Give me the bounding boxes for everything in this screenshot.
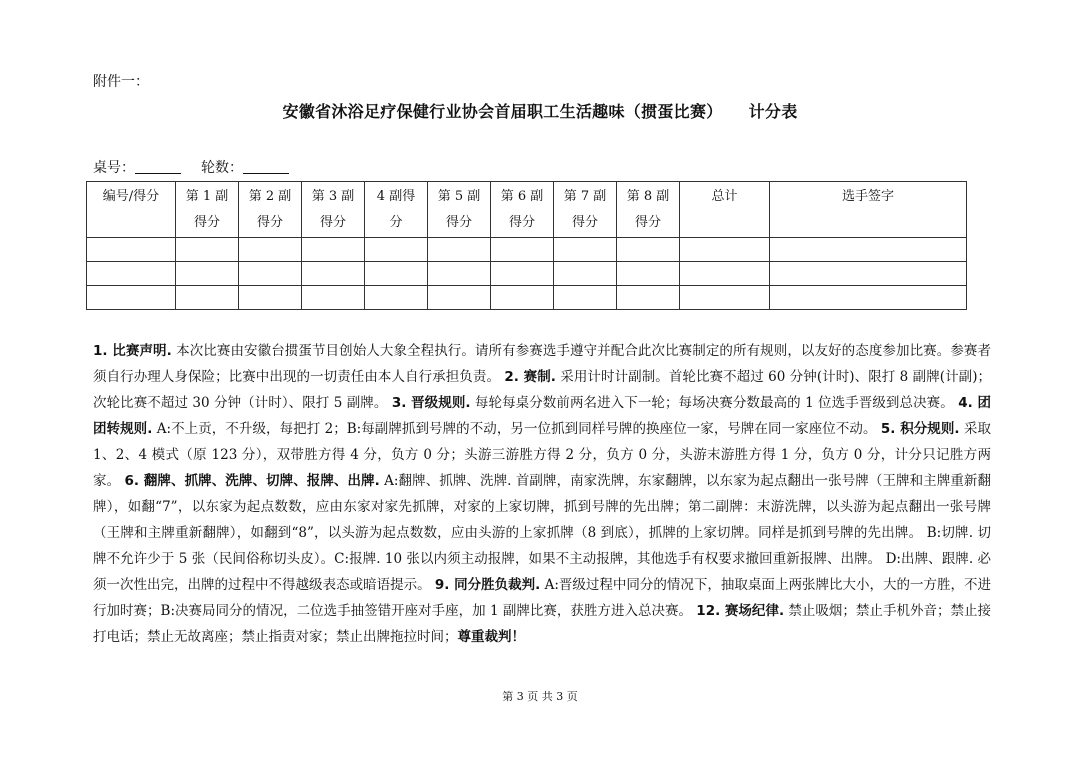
title-main: 安徽省沐浴足疗保健行业协会首届职工生活趣味（掼蛋比赛） <box>282 102 723 121</box>
header-cell: 第 6 副 得分 <box>491 182 554 238</box>
header-cell: 第 2 副 得分 <box>239 182 302 238</box>
table-row <box>87 262 967 286</box>
rule-heading: 9. 同分胜负裁判. <box>434 577 541 593</box>
rule-body: 采取 1、2、4 模式（原 123 分），双带胜方得 4 分，负方 0 分；头游三游胜方得 2 分，负方 0 分，头游末游胜方得 1 分，负方 0 分，计分只记胜方两家。 <box>93 421 991 489</box>
rule-closing: 尊重裁判！ <box>457 629 525 645</box>
header-cell: 4 副得 分 <box>365 182 428 238</box>
header-cell: 第 3 副 得分 <box>302 182 365 238</box>
round-number-blank[interactable] <box>243 159 289 174</box>
table-number-blank[interactable] <box>135 159 181 174</box>
rule-heading: 1. 比赛声明. <box>93 343 172 359</box>
header-cell: 第 8 副 得分 <box>617 182 680 238</box>
header-cell: 总计 <box>680 182 770 238</box>
header-cell: 第 5 副 得分 <box>428 182 491 238</box>
rule-heading: 3. 晋级规则. <box>391 395 471 411</box>
header-cell: 编号/得分 <box>87 182 176 238</box>
rule-heading: 2. 赛制. <box>504 369 556 385</box>
rule-body: 禁止吸烟；禁止手机外音；禁止接打电话；禁止无故离座；禁止指责对家；禁止出牌拖拉时间； <box>93 603 992 645</box>
rule-body: A:晋级过程中同分的情况下，抽取桌面上两张牌比大小，大的一方胜，不进行加时赛；B:决赛局同分的情况，二位选手抽签错开座对手座，加 1 副牌比赛，获胜方进入总决赛。 <box>93 577 991 619</box>
rule-body: 本次比赛由安徽台掼蛋节目创始人大象全程执行。请所有参赛选手遵守并配合此次比赛制定的所有规则，以友好的态度参加比赛。参赛者须自行办理人身保险；比赛中出现的一切责任由本人自行承担负责。 <box>93 343 991 385</box>
rule-heading: 12. 赛场纪律. <box>696 603 785 619</box>
header-cell: 第 1 副 得分 <box>176 182 239 238</box>
rule-body: A:翻牌、抓牌、洗牌. 首副牌，南家洗牌，东家翻牌，以东家为起点翻出一张号牌（王牌和主牌重新翻牌），如翻“7”，以东家为起点数数，应由东家对家先抓牌，对家的上家切牌，抓到号牌的先出牌；第二副牌：末游洗牌，以头游为起点翻出一张号牌（王牌和主牌重新翻牌），如翻到“8”，以头游为起点数数，应由头游的上家抓牌（8 到底），抓牌的上家切牌。同样是抓到号牌的先出牌。 B:切牌. 切牌不允许少于 5 张（民间俗称切头皮）。C:报牌. 10 张以内须主动报牌，如果不主动报牌，其他选手有权要求撤回重新报牌、出牌。 D:出牌、跟牌. 必须一次性出完，出牌的过程中不得越级表态或暗语提示。 <box>93 473 991 593</box>
page-title <box>0 99 1080 122</box>
table-number-label: 桌号： <box>93 160 135 176</box>
rule-body: 采用计时计副制。首轮比赛不超过 60 分钟(计时)、限打 8 副牌(计副)；次轮比赛不超过 30 分钟（计时）、限打 5 副牌。 <box>93 369 992 411</box>
rule-body: 每轮每桌分数前两名进入下一轮；每场决赛分数最高的 1 位选手晋级到总决赛。 <box>470 395 959 411</box>
table-round-fields <box>93 157 289 177</box>
rule-body: A:不上贡，不升级，每把打 2；B:每副牌抓到号牌的不动，另一位抓到同样号牌的换座位一家，号牌在同一家座位不动。 <box>152 421 881 437</box>
attachment-label: 附件一： <box>93 74 149 90</box>
header-cell: 选手签字 <box>770 182 967 238</box>
table-row <box>87 286 967 310</box>
title-suffix: 计分表 <box>748 102 798 121</box>
rule-heading: 6. 翻牌、抓牌、洗牌、切牌、报牌、出牌. <box>124 473 380 489</box>
rule-heading: 4. 团团转规则. <box>93 395 991 437</box>
rule-heading: 5. 积分规则. <box>880 421 960 437</box>
table-row <box>87 238 967 262</box>
rules-text <box>93 338 991 650</box>
score-table <box>86 181 967 310</box>
round-number-label: 轮数： <box>201 160 243 176</box>
page-footer: 第 3 页 共 3 页 <box>502 690 578 703</box>
score-table-header <box>87 182 967 238</box>
header-cell: 第 7 副 得分 <box>554 182 617 238</box>
